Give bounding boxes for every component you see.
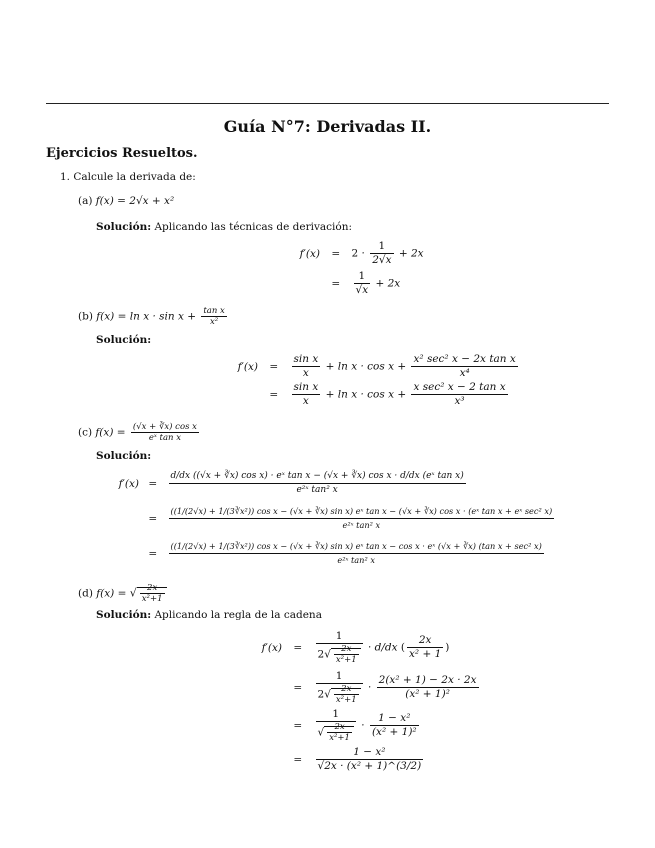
page-title: Guía N°7: Derivadas II. [223,117,432,136]
numerator: sin x [293,381,319,393]
numerator: 1 [370,240,393,254]
numerator: tan x [203,306,225,316]
fraction [316,746,424,773]
fraction [292,353,321,380]
part-c-solution-label: Solución: [96,450,152,462]
equals-sign: = [331,277,341,290]
denominator: x² [210,317,219,327]
part-a-line-1 [294,240,424,267]
part-d-label: (d) [78,587,93,600]
equals-sign: = [293,719,303,732]
part-c-function: f(x) = [95,426,126,439]
numerator: d/dx ((√x + ∛x) cos x) · eˣ tan x − (√x + ∛x) cos x · d/dx (eˣ tan x) [169,470,466,484]
fraction [370,712,419,739]
part-a-label: (a) [78,195,93,207]
denominator: 2√x [372,254,392,266]
fraction [411,381,507,408]
fraction [316,670,363,705]
denominator: x [302,395,309,407]
equation-lhs: f′(x) [118,477,139,490]
fraction [140,583,165,604]
term: + 2x [398,247,424,260]
fraction [131,422,199,443]
denominator: x²+1 [141,594,163,604]
equals-sign: = [148,547,158,560]
equals-sign: = [269,388,279,401]
fraction [354,270,371,297]
part-b-label: (b) [78,310,93,323]
equals-sign: = [269,360,279,373]
solution-label: Solución: [96,609,152,621]
equals-sign: = [148,512,158,525]
denominator: eˣ tan x [148,433,182,443]
equals-sign: = [148,477,158,490]
fraction [201,306,226,327]
term: 2 · [351,247,365,260]
part-a-function: f(x) = 2√x + x² [95,195,175,207]
derivative-operator: d/dx [374,641,398,654]
term: + ln x · cos x + [325,360,407,373]
denominator: (x² + 1)² [371,726,417,738]
numerator: ((1/(2√x) + 1/(3∛x²)) cos x − (√x + ∛x) sin x) eˣ tan x − (√x + ∛x) cos x · (eˣ tan x + eˣ sec² x) [169,505,555,519]
part-b-solution-label: Solución: [96,334,152,346]
numerator: 1 [316,670,363,684]
part-a-line-2 [294,270,400,297]
part-a-solution-text [96,221,352,233]
numerator: 1 − x² [316,746,424,760]
equals-sign: = [293,753,303,766]
part-a-statement [78,195,174,207]
part-b-line-1 [230,353,520,380]
fraction [411,353,517,380]
section-heading: Ejercicios Resueltos. [46,146,198,161]
denominator: (x² + 1)² [405,688,450,700]
equation-lhs: f′(x) [299,247,320,260]
fraction [169,470,466,497]
part-c-line-3 [113,540,546,567]
part-d-line-2: = 1 2√ $\frac{2x}{\text{x²+1}}$ · $\frac{\text{2(x² + 1) − 2x · 2x}}{\text{(x² + 1)²}}$ [293,670,477,705]
numerator: 2(x² + 1) − 2x · 2x [378,674,477,686]
solution-description: Aplicando la regla de la cadena [154,609,322,621]
numerator: 2x [140,583,165,594]
part-c-label: (c) [78,426,93,439]
fraction [169,540,544,567]
part-d-line-4 [256,746,425,773]
denominator: e²ˣ tan² x [337,555,375,565]
fraction [316,630,363,665]
fraction [292,381,321,408]
numerator: x² sec² x − 2x tan x [413,353,516,365]
numerator: sin x [293,353,319,365]
part-d-line-1: f′(x) = 1 2√ $\frac{2x}{\text{x²+1}}$ · d/dx ( $\frac{2x}{\text{x² + 1}}$ ) [256,630,449,665]
numerator: 1 [316,708,356,722]
denominator: 2√ $\frac{2x}{\text{x²+1}}$ [316,644,363,665]
part-b-statement [78,306,229,327]
denominator: e²ˣ tan² x [296,485,338,495]
numerator: ((1/(2√x) + 1/(3∛x²)) cos x − (√x + ∛x) sin x) eˣ tan x − cos x · eˣ (√x + ∛x) (tan x + sec² x) [169,540,544,554]
numerator: 1 − x² [370,712,419,726]
equals-sign: = [293,641,303,654]
equation-lhs: f′(x) [261,641,282,654]
fraction [316,708,356,743]
part-c-line-2 [113,505,556,532]
denominator: √2x · (x² + 1)^(3/2) [317,760,422,772]
fraction [407,634,443,661]
numerator: 1 [354,270,371,284]
term: + 2x [375,277,401,290]
numerator: x sec² x − 2 tan x [413,381,506,393]
part-d-statement: (d) f(x) = √ $\frac{2x}{\text{x²+1}}$ [78,583,167,604]
part-c-statement [78,422,201,443]
denominator: x⁴ [459,367,470,379]
denominator: x³ [454,395,465,407]
part-b-function: f(x) = ln x · sin x + [96,310,197,323]
equation-lhs: f′(x) [237,360,258,373]
denominator: √x [355,284,369,296]
top-rule [46,103,609,104]
numerator: 2x [407,634,443,648]
solution-label: Solución: [96,221,152,233]
fraction [169,505,555,532]
fraction [377,674,479,701]
equals-sign: = [293,681,303,694]
part-d-function: f(x) = [96,587,127,600]
numerator: (√x + ∛x) cos x [132,422,197,432]
numerator: 1 [316,630,363,644]
denominator: √ $\frac{2x}{\text{x²+1}}$ [316,722,356,743]
denominator: e²ˣ tan² x [342,520,381,530]
solution-description: Aplicando las técnicas de derivación: [154,221,353,233]
equals-sign: = [331,247,341,260]
part-c-line-1 [113,470,468,497]
denominator: x² + 1 [408,648,442,660]
denominator: x [302,367,309,379]
part-d-line-3: = 1 √ $\frac{2x}{\text{x²+1}}$ · $\frac{\text{1 − x²}}{\text{(x² + 1)²}}$ [293,708,417,743]
part-b-line-2 [230,381,510,408]
exercise-1-statement: 1. Calcule la derivada de: [60,171,196,183]
denominator: 2√ $\frac{2x}{\text{x²+1}}$ [316,684,363,705]
fraction [370,240,393,267]
part-d-solution-text [96,609,322,621]
term: + ln x · cos x + [325,388,407,401]
